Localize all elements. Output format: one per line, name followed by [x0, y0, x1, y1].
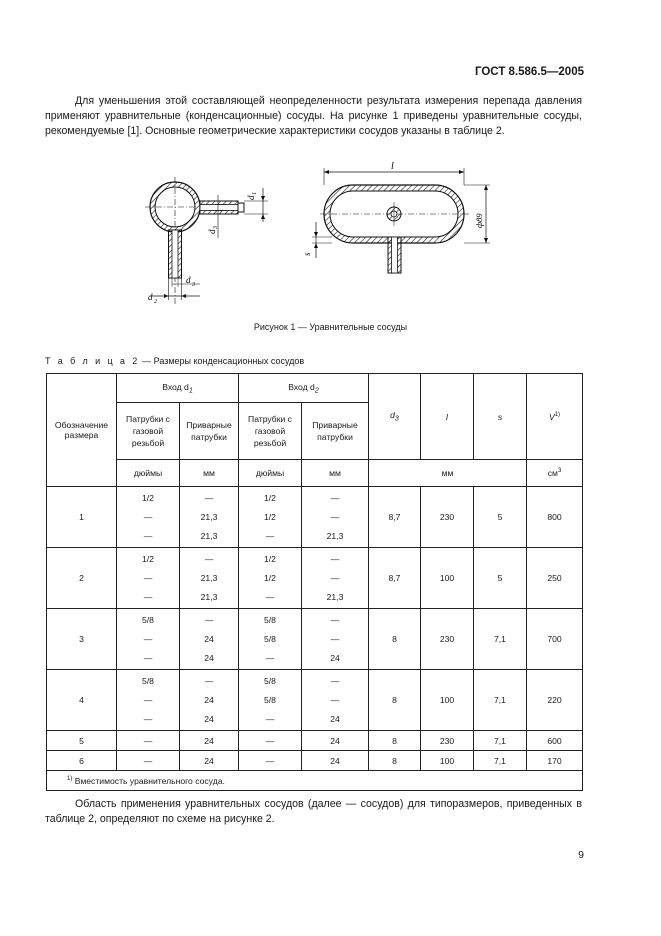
unit-inches: дюймы	[117, 460, 180, 487]
svg-text:d: d	[148, 292, 153, 302]
cell-line: 21,3	[200, 512, 218, 522]
vessel-side-view	[145, 177, 268, 305]
table-header-row	[47, 374, 583, 403]
intro-paragraph: Для уменьшения этой составляющей неопределенности результата измерения перепада давления применяют уравнительные (конденсационные) сосуды. На рисунке 1 приведены уравнительные сосуды, рекомендуемые [1]. Основные геометрические характеристики сосудов указаны в таблице 2.	[45, 95, 582, 137]
cell-d1-welded	[180, 487, 239, 548]
svg-text:s: s	[302, 252, 312, 256]
cell-size: 4	[47, 670, 117, 731]
cell-line: 1/2	[142, 554, 154, 564]
cell-d1-thread: —	[117, 731, 180, 751]
cell-d2-weld: 24	[302, 731, 369, 751]
cell-line: —	[143, 695, 153, 705]
cell-d3: 8,7	[369, 487, 421, 548]
unit-mm-merged: мм	[369, 460, 527, 487]
cell-size: 6	[47, 751, 117, 771]
cell-line: —	[204, 554, 214, 564]
table-row	[47, 731, 583, 751]
cell-line: —	[265, 653, 275, 663]
table-row	[47, 548, 583, 609]
cell-l: 230	[421, 609, 474, 670]
cell-d2-weld: 24	[302, 751, 369, 771]
cell-line: 5/8	[142, 615, 154, 625]
cell-d1-welded	[180, 609, 239, 670]
cell-d3: 8,7	[369, 548, 421, 609]
cell-line: 1/2	[264, 493, 276, 503]
unit-mm: мм	[180, 460, 239, 487]
table-footnote-row	[47, 771, 583, 791]
svg-text:1: 1	[252, 192, 258, 195]
cell-d2-threaded	[239, 487, 302, 548]
table-row	[47, 751, 583, 771]
cell-d2-thread: —	[239, 751, 302, 771]
cell-d1-weld: 24	[180, 731, 239, 751]
cell-line: —	[143, 531, 153, 541]
svg-text:3: 3	[192, 282, 195, 288]
cell-v: 170	[527, 751, 583, 771]
cell-line: 1/2	[264, 573, 276, 583]
svg-text:d: d	[246, 195, 256, 200]
cell-line: —	[265, 714, 275, 724]
cell-line: —	[265, 592, 275, 602]
cell-line: —	[330, 573, 340, 583]
cell-line: 21,3	[326, 531, 344, 541]
subheader-d1-threaded: Патрубки с газовой резьбой	[117, 403, 180, 460]
cell-v: 600	[527, 731, 583, 751]
cell-d3: 8	[369, 751, 421, 771]
cell-line: 5/8	[264, 695, 276, 705]
figure-caption: Рисунок 1 — Уравнительные сосуды	[253, 322, 408, 332]
cell-line: —	[204, 493, 214, 503]
cell-line: —	[204, 615, 214, 625]
cell-line: 21,3	[326, 592, 344, 602]
table-footnote: $^{1)}$ Вместимость уравнительного сосуда.	[47, 771, 583, 791]
dimensions-table	[46, 373, 583, 791]
cell-l: 230	[421, 731, 474, 751]
cell-d1-threaded	[117, 548, 180, 609]
cell-s: 7,1	[474, 751, 527, 771]
cell-line: 1/2	[142, 493, 154, 503]
cell-d2-thread: —	[239, 731, 302, 751]
header-inlet-d2: Вход $d_2$	[239, 374, 369, 403]
table-title: Т а б л и ц а 2 — Размеры конденсационных сосудов	[45, 356, 305, 366]
cell-d1-threaded	[117, 487, 180, 548]
cell-d2-threaded	[239, 609, 302, 670]
cell-s: 7,1	[474, 731, 527, 751]
cell-size: 3	[47, 609, 117, 670]
cell-line: 21,3	[200, 573, 218, 583]
svg-text:ф89: ф89	[474, 213, 484, 228]
cell-v: 250	[527, 548, 583, 609]
vessel-front-view	[302, 161, 490, 273]
cell-line: 21,3	[200, 531, 218, 541]
cell-s: 5	[474, 487, 527, 548]
cell-line: 24	[204, 653, 214, 663]
cell-s: 7,1	[474, 609, 527, 670]
header-designation: Обозначение размера	[47, 374, 117, 487]
cell-size: 5	[47, 731, 117, 751]
svg-text:l: l	[391, 161, 394, 172]
cell-line: —	[330, 695, 340, 705]
cell-d2-welded	[302, 609, 369, 670]
cell-line: —	[330, 634, 340, 644]
cell-line: 21,3	[200, 592, 218, 602]
cell-d1-welded	[180, 548, 239, 609]
cell-line: 1/2	[264, 512, 276, 522]
svg-text:2: 2	[154, 299, 157, 305]
cell-line: 5/8	[142, 676, 154, 686]
header-v: $V^{1)}$	[527, 374, 583, 460]
cell-line: 1/2	[264, 554, 276, 564]
cell-line: —	[143, 512, 153, 522]
unit-inches: дюймы	[239, 460, 302, 487]
cell-line: —	[143, 714, 153, 724]
cell-d1-thread: —	[117, 751, 180, 771]
subheader-d1-welded: Приварные патрубки	[180, 403, 239, 460]
subheader-d2-welded: Приварные патрубки	[302, 403, 369, 460]
cell-line: —	[330, 493, 340, 503]
cell-d1-weld: 24	[180, 751, 239, 771]
cell-l: 100	[421, 751, 474, 771]
cell-l: 100	[421, 548, 474, 609]
table-row	[47, 670, 583, 731]
closing-paragraph: Область применения уравнительных сосудов (далее — сосудов) для типоразмеров, приведенных в таблице 2, определяют по схеме на рисунке 2.	[45, 798, 582, 825]
unit-mm: мм	[302, 460, 369, 487]
cell-d2-threaded	[239, 548, 302, 609]
cell-line: 5/8	[264, 634, 276, 644]
cell-size: 2	[47, 548, 117, 609]
cell-d2-threaded	[239, 670, 302, 731]
cell-d3: 8	[369, 609, 421, 670]
cell-s: 7,1	[474, 670, 527, 731]
cell-d1-threaded	[117, 670, 180, 731]
cell-line: —	[143, 592, 153, 602]
cell-s: 5	[474, 548, 527, 609]
cell-line: —	[143, 634, 153, 644]
cell-line: 24	[204, 634, 214, 644]
cell-line: 5/8	[264, 676, 276, 686]
header-d3: $d_3$	[369, 374, 421, 460]
table-row	[47, 487, 583, 548]
cell-line: —	[143, 653, 153, 663]
svg-text:d: d	[207, 229, 217, 234]
cell-v: 220	[527, 670, 583, 731]
cell-v: 700	[527, 609, 583, 670]
page-number: 9	[578, 849, 584, 861]
cell-line: —	[330, 615, 340, 625]
cell-line: —	[265, 531, 275, 541]
cell-d2-welded	[302, 487, 369, 548]
cell-d3: 8	[369, 670, 421, 731]
header-l: l	[421, 374, 474, 460]
table-row	[47, 609, 583, 670]
cell-line: —	[143, 573, 153, 583]
cell-line: —	[204, 676, 214, 686]
svg-text:d: d	[186, 275, 191, 285]
cell-line: 5/8	[264, 615, 276, 625]
cell-d1-welded	[180, 670, 239, 731]
unit-cm3: $см^3$	[527, 460, 583, 487]
cell-line: 24	[204, 714, 214, 724]
standard-code: ГОСТ 8.586.5—2005	[474, 66, 584, 78]
cell-l: 100	[421, 670, 474, 731]
cell-d1-threaded	[117, 609, 180, 670]
cell-d2-welded	[302, 548, 369, 609]
cell-d3: 8	[369, 731, 421, 751]
cell-d2-welded	[302, 670, 369, 731]
cell-line: 24	[330, 714, 340, 724]
header-inlet-d1: Вход $d_1$	[117, 374, 239, 403]
cell-line: —	[330, 554, 340, 564]
svg-text:3: 3	[213, 226, 219, 229]
cell-line: —	[330, 512, 340, 522]
subheader-d2-threaded: Патрубки с газовой резьбой	[239, 403, 302, 460]
cell-line: 24	[330, 653, 340, 663]
cell-line: 24	[204, 695, 214, 705]
header-s: s	[474, 374, 527, 460]
table-units-row	[47, 460, 583, 487]
cell-size: 1	[47, 487, 117, 548]
cell-v: 800	[527, 487, 583, 548]
cell-line: —	[330, 676, 340, 686]
cell-l: 230	[421, 487, 474, 548]
figure-equalizing-vessels	[130, 150, 500, 320]
